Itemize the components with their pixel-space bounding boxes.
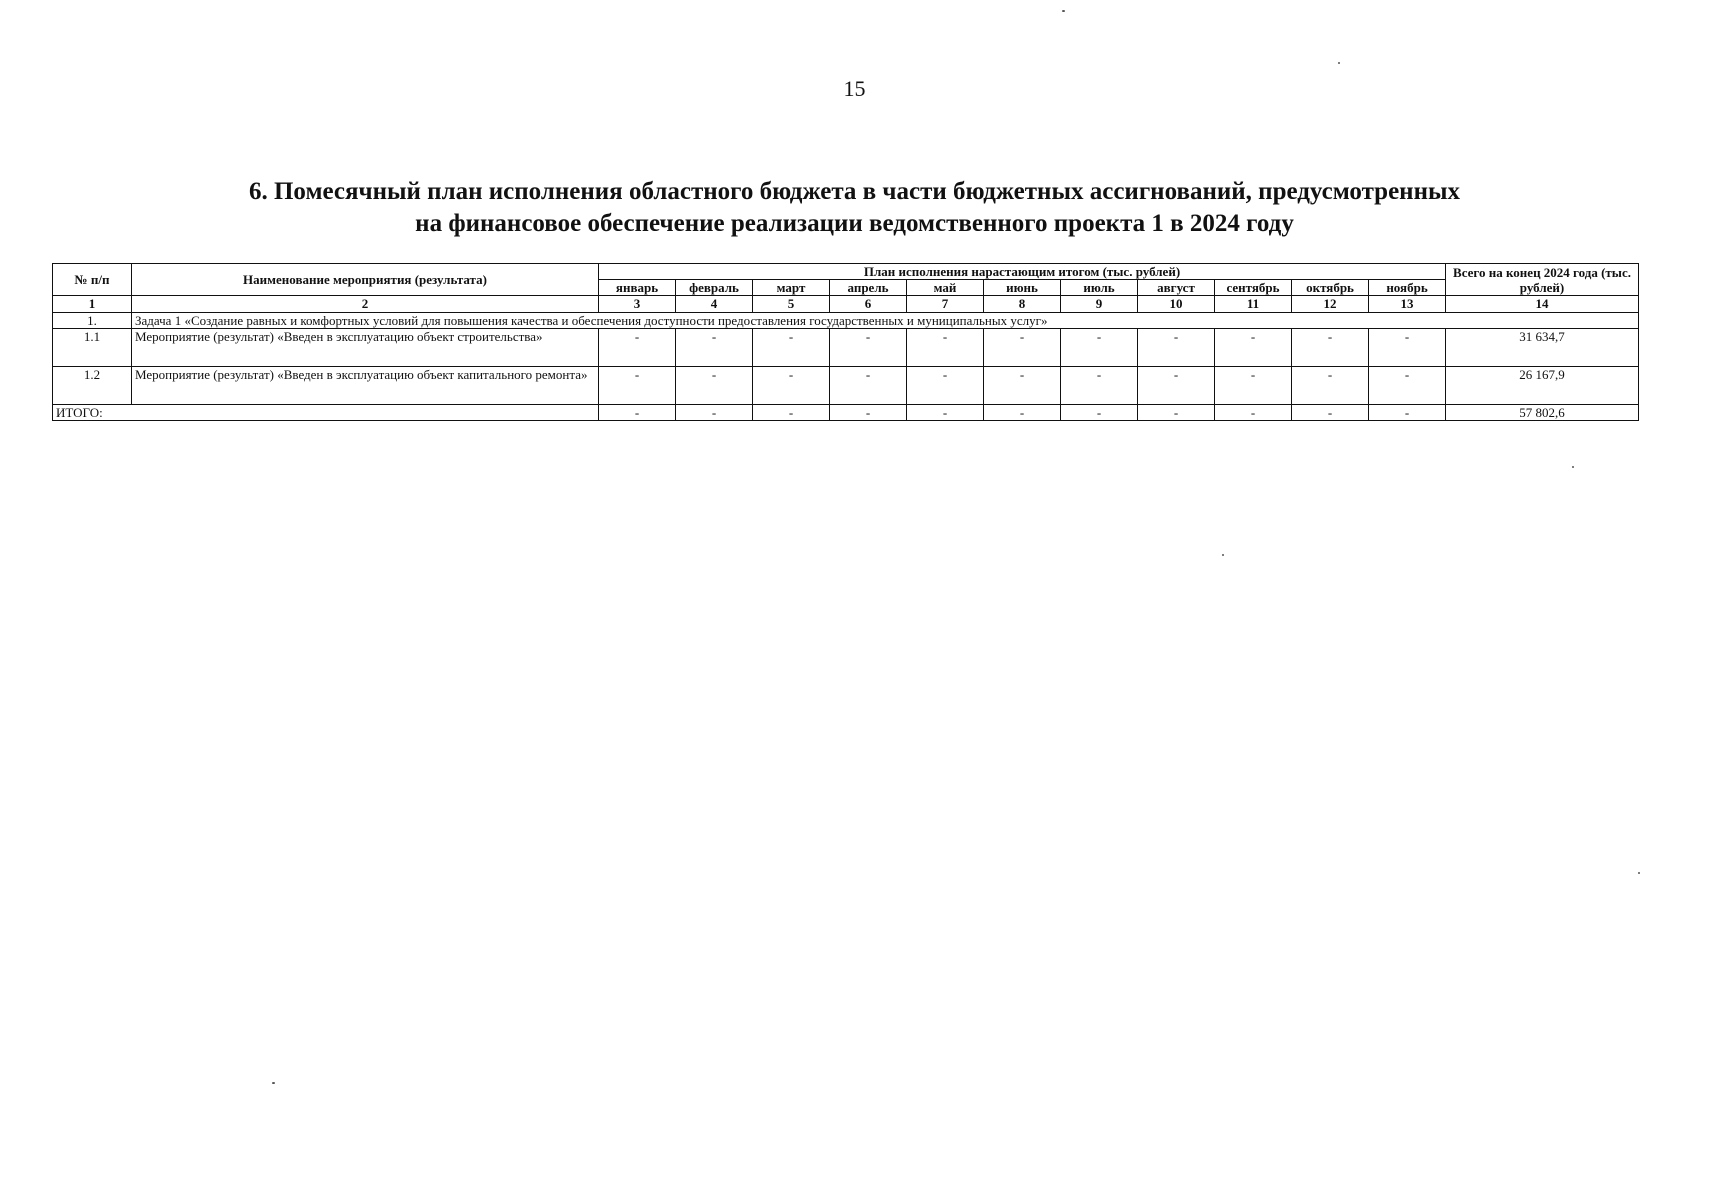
month-value: - <box>1369 329 1446 367</box>
column-number-row <box>53 296 1639 313</box>
column-number: 10 <box>1138 296 1215 313</box>
header-month: январь <box>599 280 676 296</box>
month-value: - <box>1215 367 1292 405</box>
document-title <box>100 176 1609 240</box>
column-number: 3 <box>599 296 676 313</box>
budget-plan-table <box>52 263 1639 421</box>
row-total: 26 167,9 <box>1446 367 1639 405</box>
month-value: - <box>907 405 984 421</box>
month-value: - <box>1138 367 1215 405</box>
column-number: 5 <box>753 296 830 313</box>
month-value: - <box>1292 405 1369 421</box>
month-value: - <box>676 405 753 421</box>
month-value: - <box>830 367 907 405</box>
row-total: 31 634,7 <box>1446 329 1639 367</box>
month-value: - <box>1138 405 1215 421</box>
month-value: - <box>676 367 753 405</box>
header-month: ноябрь <box>1369 280 1446 296</box>
scan-speck <box>1222 554 1224 556</box>
month-value: - <box>1215 329 1292 367</box>
scan-speck <box>1338 62 1340 64</box>
table-row <box>53 367 1639 405</box>
month-value: - <box>830 405 907 421</box>
month-value: - <box>1292 329 1369 367</box>
header-month: май <box>907 280 984 296</box>
table-row <box>53 329 1639 367</box>
row-name: Мероприятие (результат) «Введен в эксплуатацию объект строительства» <box>132 329 599 367</box>
header-month: февраль <box>676 280 753 296</box>
month-value: - <box>984 405 1061 421</box>
column-number: 4 <box>676 296 753 313</box>
header-total: Всего на конец 2024 года (тыс. рублей) <box>1446 264 1639 296</box>
column-number: 12 <box>1292 296 1369 313</box>
month-value: - <box>907 367 984 405</box>
header-month: март <box>753 280 830 296</box>
month-value: - <box>599 329 676 367</box>
month-value: - <box>984 367 1061 405</box>
header-name: Наименование мероприятия (результата) <box>132 264 599 296</box>
month-value: - <box>907 329 984 367</box>
month-value: - <box>753 329 830 367</box>
month-value: - <box>753 367 830 405</box>
total-value: 57 802,6 <box>1446 405 1639 421</box>
title-line-1: 6. Помесячный план исполнения областного бюджета в части бюджетных ассигнований, предусмотренных <box>248 178 1460 205</box>
month-value: - <box>1215 405 1292 421</box>
header-month: апрель <box>830 280 907 296</box>
column-number: 9 <box>1061 296 1138 313</box>
column-number: 13 <box>1369 296 1446 313</box>
scan-speck <box>272 1082 275 1084</box>
month-value: - <box>753 405 830 421</box>
month-value: - <box>676 329 753 367</box>
page-number: 15 <box>843 76 866 101</box>
total-row <box>53 405 1639 421</box>
row-name: Мероприятие (результат) «Введен в эксплуатацию объект капитального ремонта» <box>132 367 599 405</box>
header-no: № п/п <box>53 264 132 296</box>
task-text: Задача 1 «Создание равных и комфортных условий для повышения качества и обеспечения доступности предоставления государственных и муниципальных услуг» <box>132 313 1639 329</box>
task-row <box>53 313 1639 329</box>
month-value: - <box>1061 405 1138 421</box>
scan-speck <box>1062 10 1065 12</box>
header-month: август <box>1138 280 1215 296</box>
column-number: 14 <box>1446 296 1639 313</box>
row-number: 1.2 <box>53 367 132 405</box>
month-value: - <box>1138 329 1215 367</box>
row-number: 1.1 <box>53 329 132 367</box>
scan-speck <box>1572 466 1574 468</box>
scan-speck <box>1638 872 1640 874</box>
month-value: - <box>1369 405 1446 421</box>
task-number: 1. <box>53 313 132 329</box>
month-value: - <box>1292 367 1369 405</box>
column-number: 8 <box>984 296 1061 313</box>
month-value: - <box>984 329 1061 367</box>
header-month: июль <box>1061 280 1138 296</box>
month-value: - <box>830 329 907 367</box>
column-number: 7 <box>907 296 984 313</box>
header-month: октябрь <box>1292 280 1369 296</box>
header-month: сентябрь <box>1215 280 1292 296</box>
month-value: - <box>599 367 676 405</box>
header-month: июнь <box>984 280 1061 296</box>
month-value: - <box>1369 367 1446 405</box>
total-label: ИТОГО: <box>53 405 599 421</box>
column-number: 2 <box>132 296 599 313</box>
column-number: 1 <box>53 296 132 313</box>
month-value: - <box>1061 367 1138 405</box>
column-number: 11 <box>1215 296 1292 313</box>
title-line-2: на финансовое обеспечение реализации ведомственного проекта 1 в 2024 году <box>415 210 1294 237</box>
header-plan: План исполнения нарастающим итогом (тыс. рублей) <box>599 264 1446 280</box>
month-value: - <box>1061 329 1138 367</box>
column-number: 6 <box>830 296 907 313</box>
month-value: - <box>599 405 676 421</box>
